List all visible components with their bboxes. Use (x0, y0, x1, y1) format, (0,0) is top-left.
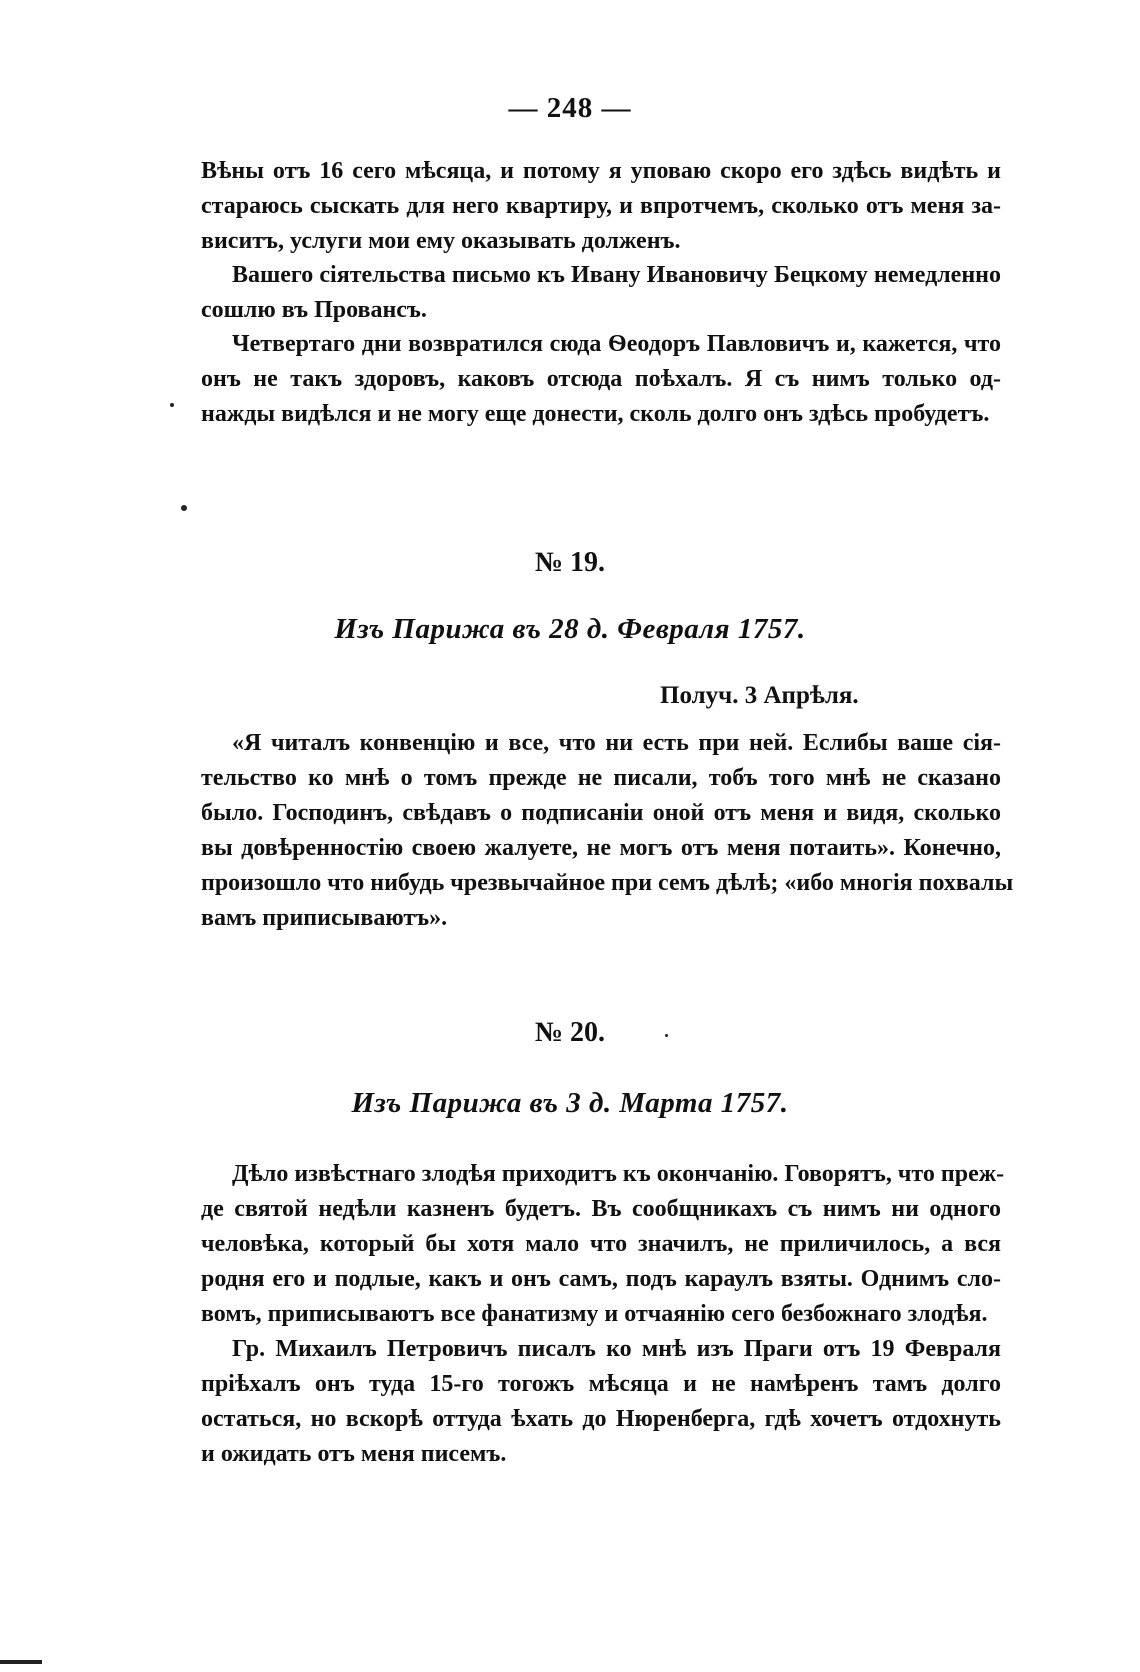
paragraph-continuation (201, 154, 1001, 259)
text-line: остаться, но вскорѣ оттуда ѣхать до Нюренберга, гдѣ хочетъ отдохнуть (201, 1406, 1001, 1432)
text-line: было. Господинъ, свѣдавъ о подписаніи оной отъ меня и видя, сколько (201, 800, 1001, 826)
letter-heading-20: Изъ Парижа въ 3 д. Марта 1757. (351, 1087, 789, 1119)
text-line: вамъ приписываютъ». (201, 905, 448, 931)
text-line: Гр. Михаилъ Петровичъ писалъ ко мнѣ изъ Праги отъ 19 Февраля (232, 1336, 1001, 1362)
paragraph-letter-note (201, 258, 1001, 328)
text-line: и ожидать отъ меня писемъ. (201, 1441, 507, 1467)
scan-edge-mark (0, 1660, 42, 1664)
letter-heading-19: Изъ Парижа въ 28 д. Февраля 1757. (334, 613, 806, 645)
text-line: человѣка, который бы хотя мало что значилъ, не приличилось, а вся (201, 1231, 1001, 1257)
letter-body-20-paragraph-1 (201, 1157, 1005, 1332)
scan-speck (181, 505, 187, 511)
text-line: сошлю въ Провансъ. (201, 297, 427, 323)
letter-body-20-paragraph-2 (201, 1332, 1001, 1472)
text-line: стараюсь сыскать для него квартиру, и впротчемъ, сколько отъ меня за- (201, 193, 1001, 219)
text-line: де святой недѣли казненъ будетъ. Въ сообщникахъ съ нимъ ни одного (201, 1196, 1001, 1222)
text-line: Четвертаго дни возвратился сюда Ѳеодоръ Павловичъ и, кажется, что (232, 331, 1001, 357)
scan-speck (665, 1034, 668, 1037)
text-line: Вѣны отъ 16 сего мѣсяца, и потому я уповаю скоро его здѣсь видѣть и (201, 158, 1001, 184)
page-number: — 248 — (508, 92, 632, 124)
text-line: Дѣло извѣстнаго злодѣя приходитъ къ окончанію. Говорятъ, что преж- (232, 1161, 1005, 1187)
letter-number-19: № 19. (534, 547, 606, 578)
text-line: произошло что нибудь чрезвычайное при семъ дѣлѣ; «ибо многія похвалы (201, 870, 1014, 896)
letter-number-20: № 20. (534, 1017, 606, 1048)
paragraph-return (201, 327, 1001, 432)
letter-body-19 (201, 726, 1014, 936)
text-line: вомъ, приписываютъ все фанатизму и отчаянію сего безбожнаго злодѣя. (201, 1301, 988, 1327)
received-date: Получ. 3 Апрѣля. (660, 682, 859, 709)
text-line: нажды видѣлся и не могу еще донести, сколь долго онъ здѣсь пробудетъ. (201, 401, 990, 427)
text-line: вы довѣренностію своею жалуете, не могъ отъ меня потаить». Конечно, (201, 835, 1001, 861)
text-line: виситъ, услуги мои ему оказывать долженъ. (201, 228, 681, 254)
text-line: Вашего сіятельства письмо къ Ивану Ивановичу Бецкому немедленно (232, 262, 1001, 288)
text-line: онъ не такъ здоровъ, каковъ отсюда поѣхалъ. Я съ нимъ только од- (201, 366, 1001, 392)
text-line: пріѣхалъ онъ туда 15-го тогожъ мѣсяца и не намѣренъ тамъ долго (201, 1371, 1001, 1397)
text-line: «Я читалъ конвенцію и все, что ни есть при ней. Еслибы ваше сія- (232, 730, 1001, 756)
text-line: тельство ко мнѣ о томъ прежде не писали, тобъ того мнѣ не сказано (201, 765, 1001, 791)
text-line: родня его и подлые, какъ и онъ самъ, подъ караулъ взяты. Однимъ сло- (201, 1266, 1001, 1292)
scan-speck (170, 403, 174, 407)
